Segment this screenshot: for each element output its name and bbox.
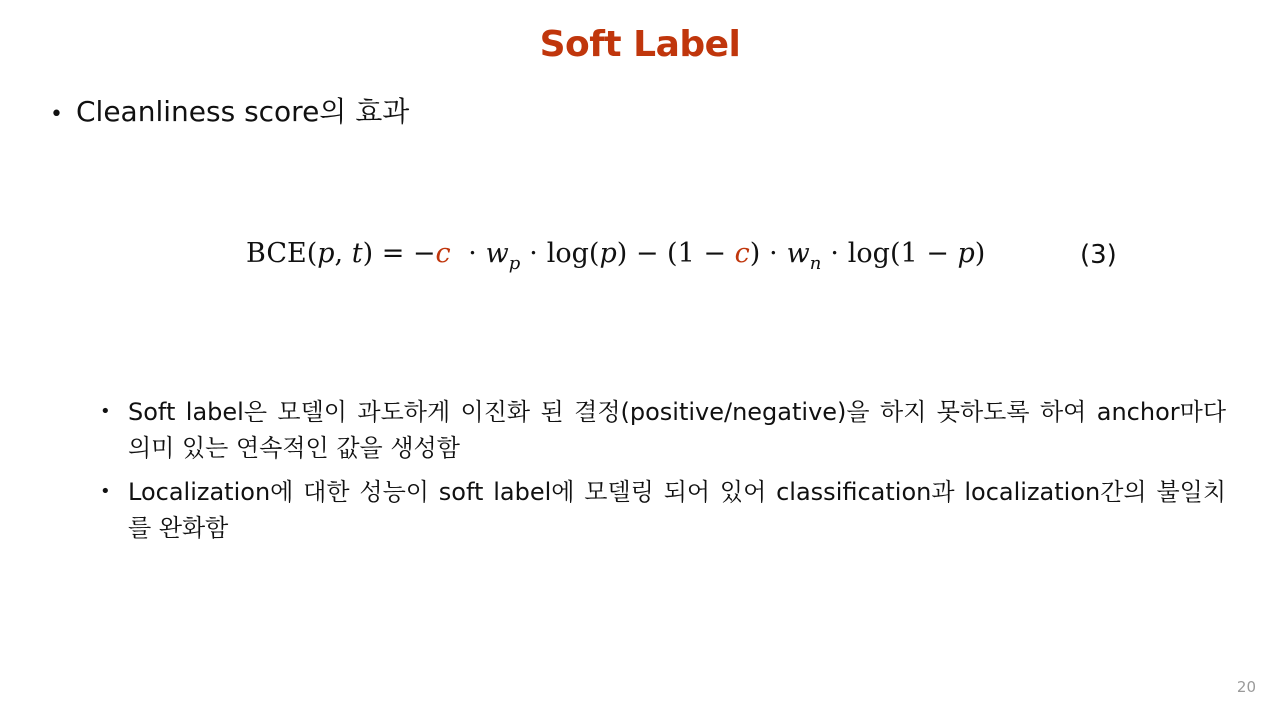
bullet-text: Cleanliness score의 효과	[76, 95, 410, 128]
sub-bullet-list	[96, 394, 1226, 554]
bullet-symbol: •	[100, 481, 111, 502]
list-item	[96, 394, 1226, 466]
slide-title: Soft Label	[539, 24, 741, 65]
list-item-text: Soft label은 모델이 과도하게 이진화 된 결정(positive/negative)을 하지 못하도록 하여 anchor마다 의미 있는 연속적인 값을 생성함	[128, 398, 1226, 462]
bce-equation-row	[246, 238, 1126, 284]
list-item	[96, 474, 1226, 546]
bullet-cleanliness-score	[50, 90, 409, 130]
bullet-symbol: •	[100, 401, 111, 422]
page-number: 20	[1236, 678, 1256, 696]
bullet-symbol: •	[50, 102, 63, 127]
bce-equation: BCE(p, $t) = -c \cdot w_p \cdot \log(p) - (1 - c) \cdot w_n \cdot \log(1 - p)$	[246, 238, 986, 274]
equation-number: (3)	[1080, 240, 1117, 270]
list-item-text: Localization에 대한 성능이 soft label에 모델링 되어 있어 classification과 localization간의 불일치를 완화함	[128, 478, 1226, 542]
